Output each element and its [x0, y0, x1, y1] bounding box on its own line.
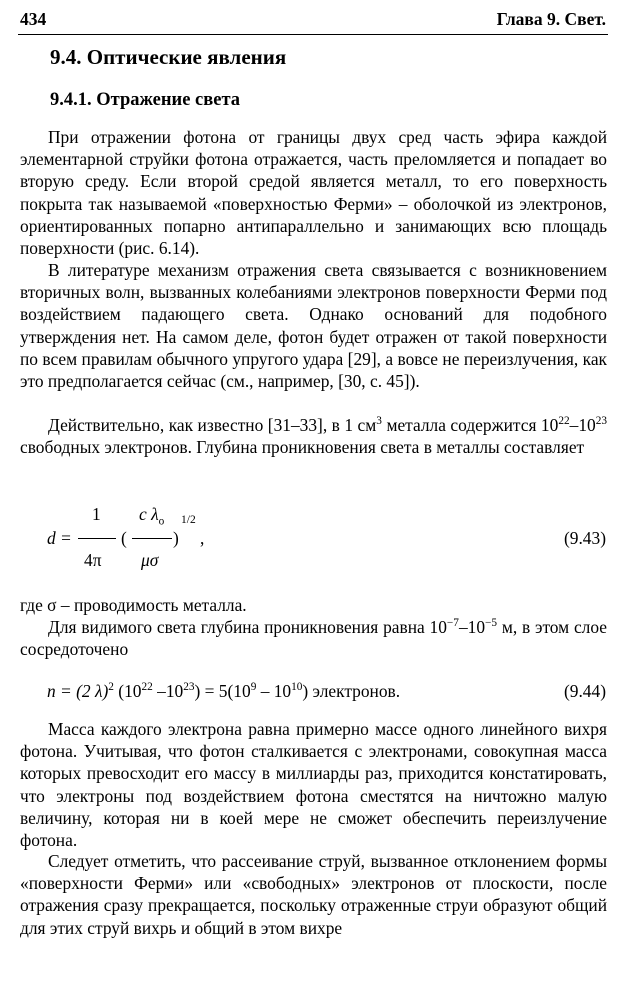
exponent-22: 22 — [558, 415, 570, 428]
eq43-paren-close: ) — [173, 528, 179, 548]
eq44-part-f: ) электронов. — [302, 681, 401, 701]
paragraph-3-text-d: свободных электронов. Глубина проникновения света в металлы составляет — [20, 437, 585, 458]
eq44-part-c: –10 — [152, 681, 184, 701]
exponent-minus-5: −5 — [485, 617, 498, 630]
equation-number-9-43: (9.43) — [563, 528, 606, 548]
subsection-title: 9.4.1. Отражение света — [50, 90, 241, 110]
eq43-fraction-bar-1 — [78, 538, 116, 539]
equation-number-9-44: (9.44) — [563, 681, 606, 701]
eq43-lambda-subscript: o — [158, 515, 165, 528]
eq43-numerator-2-text: c λ — [139, 504, 159, 524]
eq43-numerator-1: 1 — [92, 504, 101, 524]
eq44-sup-d: 9 — [250, 681, 257, 694]
exponent-minus-7: −7 — [446, 617, 459, 630]
paragraph-2-text: В литературе механизм отражения света связывается с возникновением вторичных волн, вызванных колебаниями электронов поверхности Ферми под воздействием падающего света. Однако оснований для подобного утверждения нет. На самом деле, фотон будет отражен от такой поверхности по всем правилам обычного упругого удара [29], а вовсе не переизлучения, как это предполагается сейчас (см., например, [30, с. 45]). — [20, 260, 607, 392]
paragraph-7-text: Следует отметить, что рассеивание струй, вызванное отклонением формы «поверхности Ферми» или «свободных» электронов от плоскости, после отражения сразу прекращается, поскольку отраженные струи образуют общий для этих струй вихрь и общий в этом вихре — [20, 851, 607, 938]
exponent-23: 23 — [595, 415, 608, 428]
paragraph-6-text: Масса каждого электрона равна примерно массе одного линейного вихря фотона. Учитывая, что фотон сталкивается с электронами, совокупная масса которых превосходит его массу в миллиарды раз, приходится констатировать, что электроны под воздействием фотона сместятся на ничтожно малую величину, которая ни в коей мере не сможет обеспечить переизлучение фотона. — [20, 719, 607, 851]
paragraph-7 — [20, 850, 607, 939]
paragraph-4 — [20, 594, 607, 616]
paragraph-3-text-a: Действительно, как известно [31–33], в 1 см — [48, 415, 377, 435]
paragraph-1 — [20, 126, 607, 259]
paragraph-5 — [20, 616, 607, 660]
paragraph-5-text-b: –10 — [458, 617, 486, 637]
chapter-title: Глава 9. Свет. — [496, 9, 606, 29]
paragraph-6 — [20, 718, 607, 851]
paragraph-2 — [20, 259, 607, 392]
eq44-sup-e: 10 — [291, 681, 303, 694]
paragraph-1-text: При отражении фотона от границы двух сред часть эфира каждой элементарной струйки фотона отражается, часть преломляется и попадает во вторую среду. Если второй средой является металл, то его поверхность покрыта так называемой «поверхностью Ферми» – оболочкой из электронов, ориентированных попарно антипараллельно и занимающих всю площадь поверхности (рис. 6.14). — [20, 127, 607, 259]
eq44-body — [47, 681, 400, 702]
eq43-lhs: d = — [47, 528, 72, 548]
eq43-numerator-2 — [139, 504, 164, 527]
eq44-part-e: – 10 — [256, 681, 292, 701]
book-page: 434 Глава 9. Свет. 9.4. Оптические явления 9.4.1. Отражение света При отражении фотона от границы двух сред часть эфира каждой элементарной струйки фотона отражается, часть преломляется и попадает во вторую среду. Если второй средой является металл, то его поверхность покрыта так называемой «поверхностью Ферми» – оболочкой из электронов, ориентированных попарно антипараллельно и занимающих всю площадь поверхности (рис. 6.14). В литературе механизм отражения света связывается с возникновением вторичных волн, вызванных колебаниями электронов поверхности Ферми под воздействием падающего света. Однако оснований для подобного утверждения нет. На самом деле, фотон будет отражен от такой поверхности по всем правилам обычного упругого удара [29], а вовсе не переизлучения, как это предполагается сейчас (см., например, [30, с. 45]). Действительно, как известно [31–33], в 1 $см^3$ металла содержится $10^{22}-10^{23}$ свободных электронов. Глубина проникновения света в металлы составляет d = 1 4π ( c $\lambda_o$ μσ ) 1/2 , (9.43) где σ – проводимость металла. Для видимого света глубина проникновения равна $10^{-7}-10^{-5}$ м, в этом слое сосредоточено n = (2 λ)$^2$ ($10^{22}$ $-10^{23}) = 5(10^9 - 10^{10})$ электронов. (9.44) Масса каждого электрона равна примерно массе одного линейного вихря фотона. Учитывая, что фотон сталкивается с электронами, совокупная масса которых превосходит его массу в миллиарды раз, приходится констатировать, что электроны под воздействием фотона сместятся на ничтожно малую величину, которая ни в коей мере не сможет обеспечить переизлучение фотона. Следует отметить, что рассеивание струй, вызванное отклонением формы «поверхности Ферми» или «свободных» электронов от плоскости, после отражения сразу прекращается, поскольку отраженные струи образуют общий для этих струй вихрь и общий в этом вихре — [0, 0, 626, 1000]
paragraph-5-text-c: м, в этом слое сосредоточено — [20, 617, 607, 660]
paragraph-3-text-b: металла содержится 10 — [381, 415, 559, 435]
paragraph-5-text-a: Для видимого света глубина проникновения равна 10 — [48, 617, 447, 637]
eq43-comma: , — [200, 528, 205, 548]
eq44-sup-a: 2 — [108, 681, 114, 694]
page-number: 434 — [20, 9, 47, 29]
paragraph-3 — [20, 414, 607, 458]
eq43-denominator-1: 4π — [84, 550, 102, 570]
paragraph-4-text: где σ – проводимость металла. — [20, 595, 247, 615]
cm-cube-exponent: 3 — [376, 415, 382, 428]
running-header — [18, 6, 608, 35]
eq43-paren-open: ( — [121, 528, 127, 548]
eq43-denominator-2: μσ — [141, 550, 159, 570]
eq44-sup-c: 23 — [183, 681, 195, 694]
eq44-part-b: (10 — [113, 681, 142, 701]
section-title: 9.4. Оптические явления — [50, 45, 287, 69]
eq44-sup-b: 22 — [141, 681, 153, 694]
eq44-part-a: n = (2 λ) — [47, 681, 109, 701]
eq43-fraction-bar-2 — [132, 538, 172, 539]
eq44-part-d: ) = 5(10 — [194, 681, 251, 701]
paragraph-3-text-c: –10 — [569, 415, 596, 435]
